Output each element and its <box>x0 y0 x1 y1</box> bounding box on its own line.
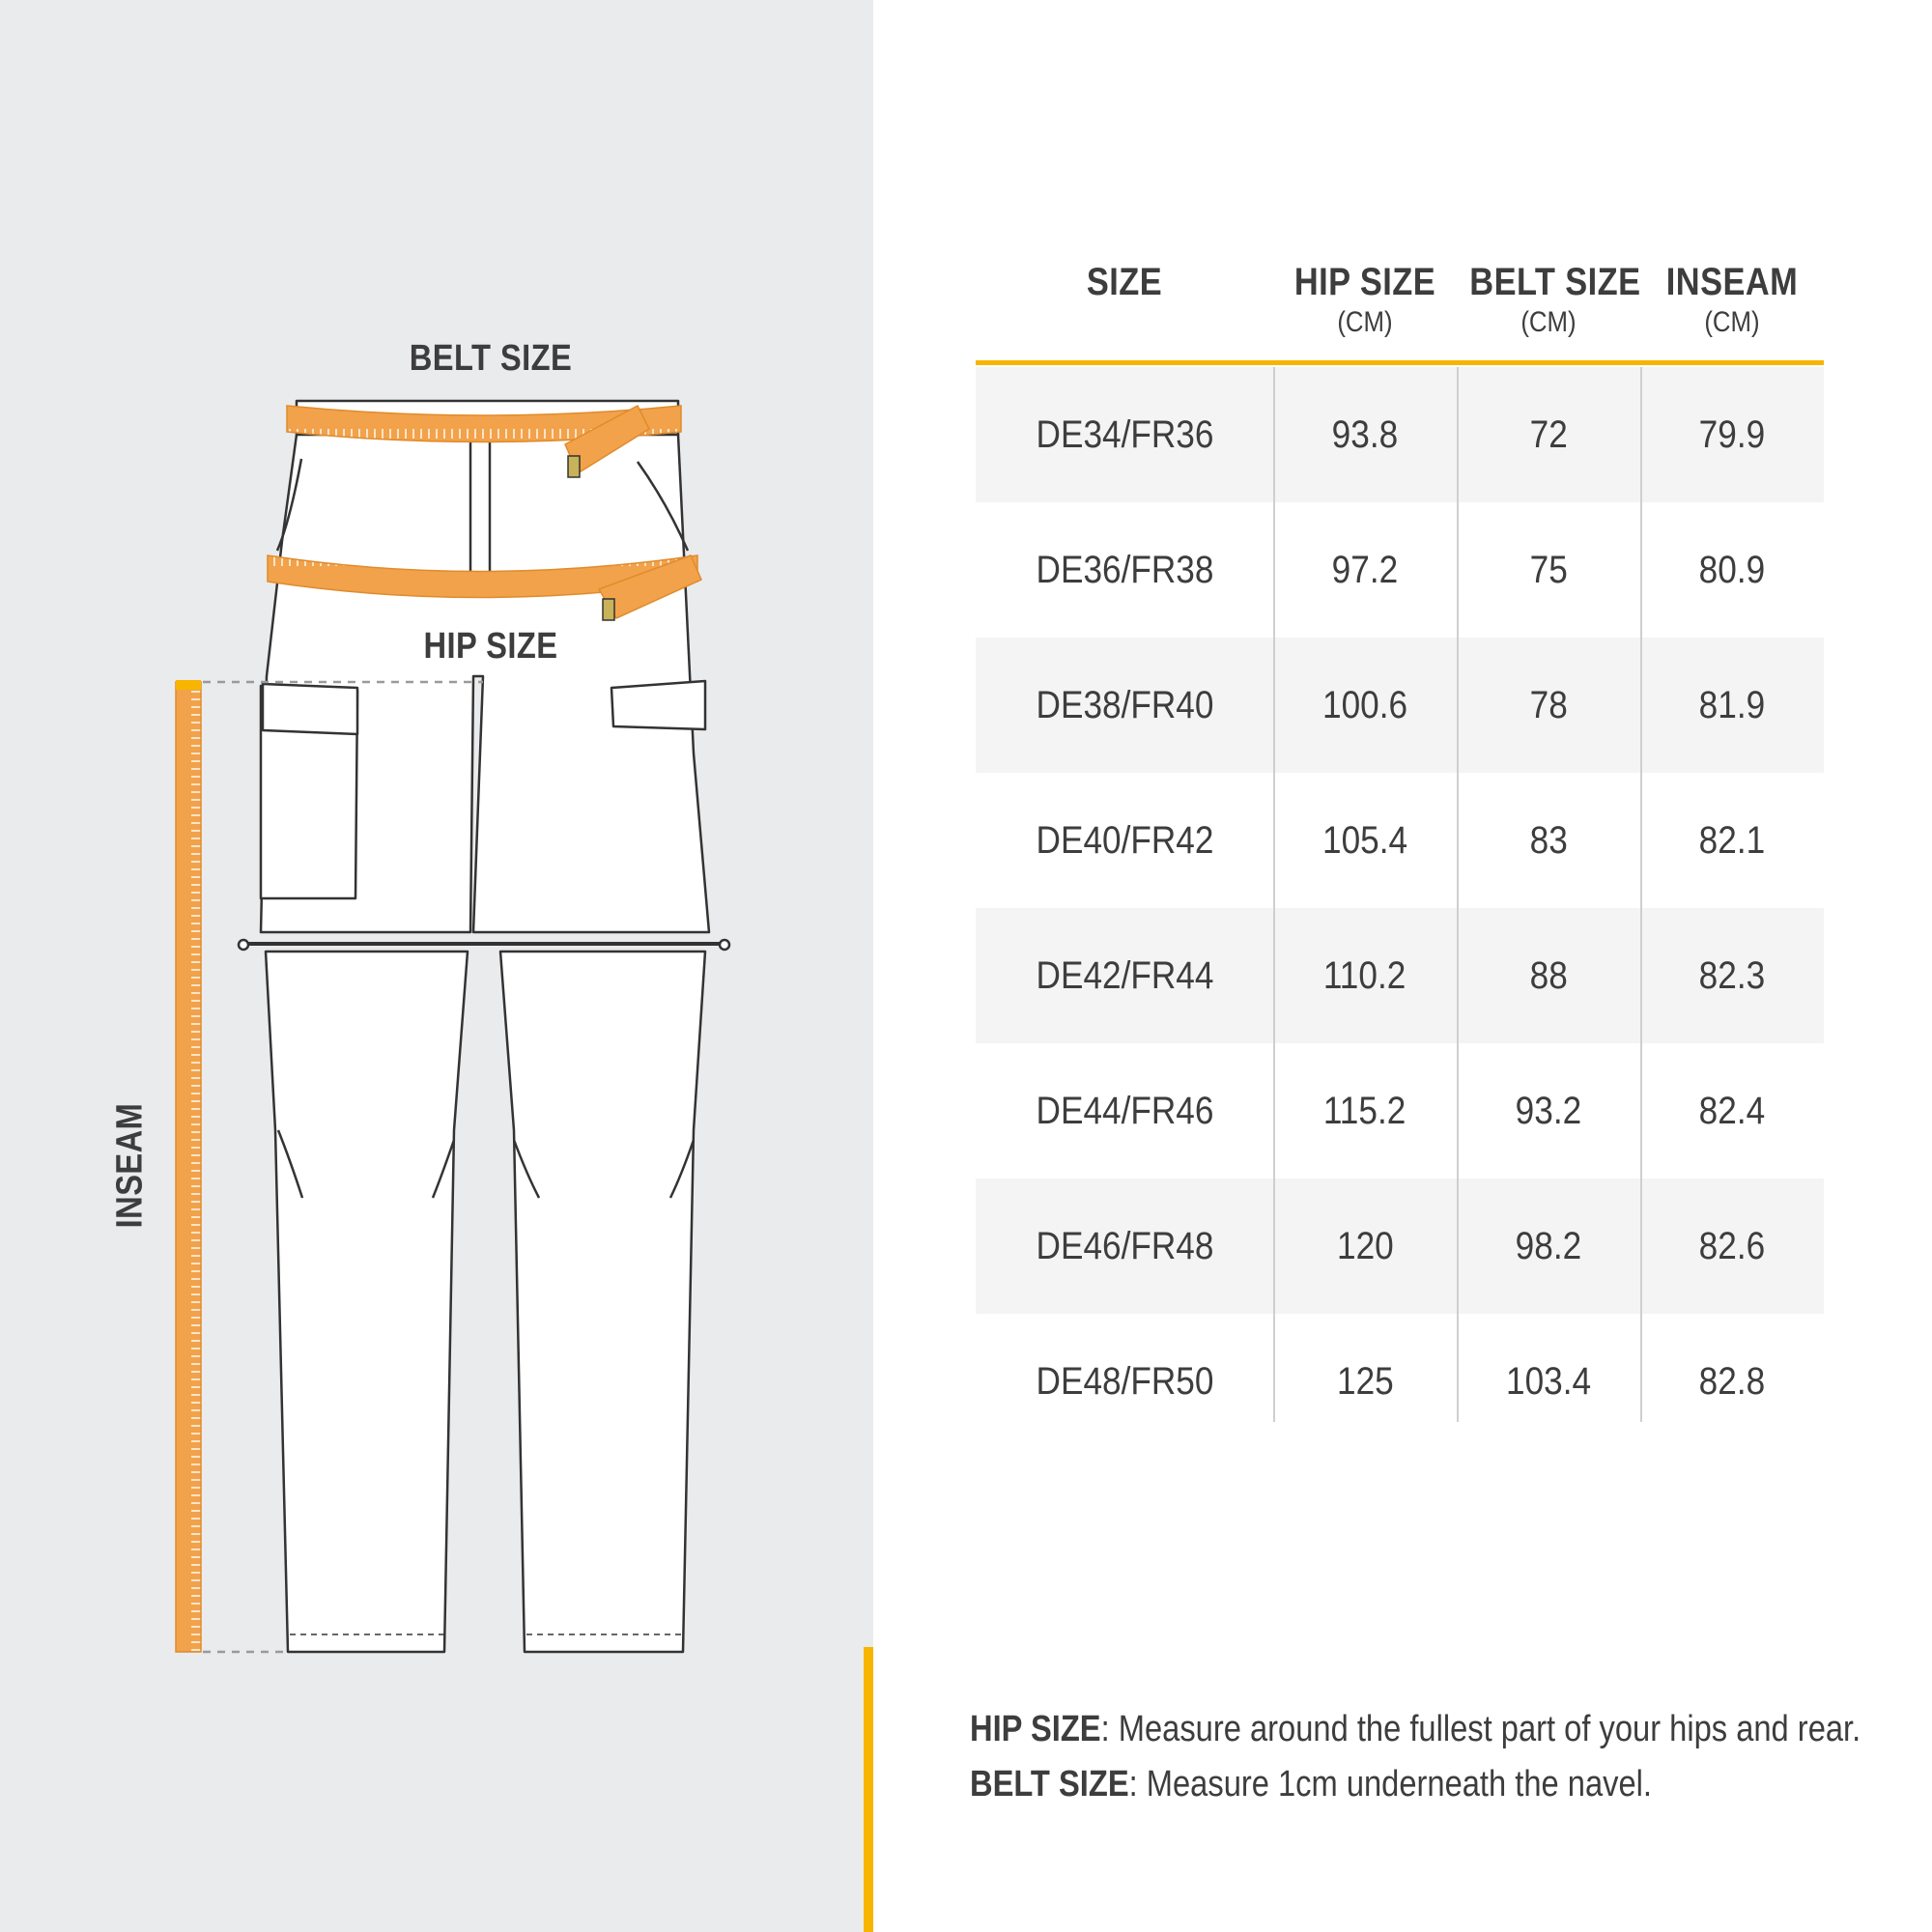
table-body <box>976 367 1824 1449</box>
measurement-notes <box>970 1702 1897 1812</box>
column-divider <box>1273 367 1275 1422</box>
column-divider <box>1640 367 1642 1422</box>
inseam-label: INSEAM <box>109 1102 151 1229</box>
note-belt-size: BELT SIZE: Measure 1cm underneath the navel. <box>970 1764 1652 1804</box>
table-row: DE36/FR38 97.2 75 80.9 <box>1036 549 1766 591</box>
trousers-illustration <box>0 0 873 1932</box>
header-rule <box>976 360 1824 365</box>
header-hip-size: HIP SIZE (CM) <box>1293 261 1436 338</box>
table-row: DE46/FR48 120 98.2 82.6 <box>976 1179 1824 1314</box>
table-row: DE38/FR40 100.6 78 81.9 <box>976 638 1824 773</box>
header-size: SIZE <box>1086 261 1163 303</box>
hip-size-label: HIP SIZE <box>423 626 558 667</box>
table-row: DE48/FR50 125 103.4 82.8 <box>1036 1360 1766 1403</box>
column-divider <box>1457 367 1459 1422</box>
size-chart-table <box>976 261 1824 1403</box>
table-row: DE44/FR46 115.2 93.2 82.4 <box>1036 1090 1766 1132</box>
table-row: DE40/FR42 105.4 83 82.1 <box>1036 819 1766 862</box>
belt-size-label: BELT SIZE <box>409 338 573 379</box>
table-header <box>976 261 1824 362</box>
header-belt-size: BELT SIZE (CM) <box>1469 261 1641 338</box>
table-row: DE42/FR44 110.2 88 82.3 <box>976 908 1824 1043</box>
table-row: DE34/FR36 93.8 72 79.9 <box>976 367 1824 502</box>
note-hip-size: HIP SIZE: Measure around the fullest part of your hips and rear. <box>970 1709 1861 1749</box>
header-inseam: INSEAM (CM) <box>1665 261 1799 338</box>
